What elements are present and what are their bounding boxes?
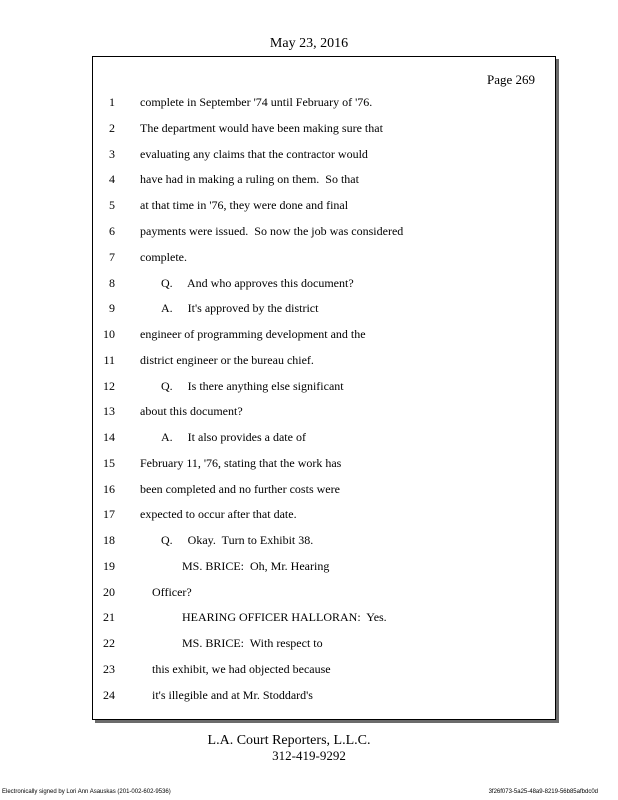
line-number: 23 [103, 662, 115, 676]
page-number: Page 269 [486, 72, 535, 87]
transcript-line: district engineer or the bureau chief. [140, 353, 314, 367]
transcript-line: about this document? [140, 404, 243, 418]
line-number: 21 [103, 610, 115, 624]
court-reporter-name: L.A. Court Reporters, L.L.C. [207, 733, 371, 748]
line-number: 7 [109, 250, 115, 264]
transcript-line: MS. BRICE: Oh, Mr. Hearing [182, 559, 330, 573]
transcript-line: Q. And who approves this document? [161, 276, 354, 290]
line-number: 12 [103, 379, 115, 393]
e-signature-note: Electronically signed by Lori Ann Asauskas (201-002-602-9536) [2, 789, 171, 795]
transcript-line: have had in making a ruling on them. So that [140, 172, 359, 186]
document-id: 3f26f073-5a25-48a9-8219-56b85afbdc0d [488, 789, 598, 795]
transcript-line: HEARING OFFICER HALLORAN: Yes. [182, 610, 387, 624]
line-number: 2 [109, 121, 115, 135]
line-number: 9 [109, 301, 115, 315]
transcript-line: payments were issued. So now the job was considered [140, 224, 404, 238]
line-number: 24 [103, 688, 115, 702]
line-number: 1 [109, 95, 115, 109]
line-number: 5 [109, 198, 115, 212]
transcript-line: A. It also provides a date of [161, 430, 306, 444]
transcript-line: been completed and no further costs were [140, 482, 340, 496]
line-number: 16 [103, 482, 115, 496]
line-number: 20 [103, 585, 115, 599]
transcript-line: Q. Okay. Turn to Exhibit 38. [161, 533, 314, 547]
line-number: 22 [103, 636, 115, 650]
header-date: May 23, 2016 [269, 36, 349, 51]
transcript-line: complete. [140, 250, 187, 264]
line-number: 6 [109, 224, 115, 238]
transcript-line: engineer of programming development and the [140, 327, 366, 341]
transcript-line: Q. Is there anything else significant [161, 379, 344, 393]
transcript-line: evaluating any claims that the contractor would [140, 147, 368, 161]
transcript-line: A. It's approved by the district [161, 301, 319, 315]
line-number: 3 [109, 147, 115, 161]
line-number: 19 [103, 559, 115, 573]
transcript-line: February 11, '76, stating that the work has [140, 456, 342, 470]
transcript-line: expected to occur after that date. [140, 507, 297, 521]
transcript-line: complete in September '74 until February of '76. [140, 95, 373, 109]
court-reporter-phone: 312-419-9292 [272, 748, 346, 763]
line-number: 13 [103, 404, 115, 418]
line-number: 17 [103, 507, 115, 521]
transcript-line: it's illegible and at Mr. Stoddard's [152, 688, 313, 702]
transcript-line: MS. BRICE: With respect to [182, 636, 323, 650]
transcript-line: at that time in '76, they were done and final [140, 198, 349, 212]
line-number: 4 [109, 172, 115, 186]
line-number: 15 [103, 456, 115, 470]
transcript-line: The department would have been making sure that [140, 121, 383, 135]
line-number: 18 [103, 533, 115, 547]
transcript-page [92, 56, 556, 720]
transcript-line: this exhibit, we had objected because [152, 662, 331, 676]
line-number: 11 [103, 353, 115, 367]
line-number: 8 [109, 276, 115, 290]
line-number: 10 [103, 327, 115, 341]
transcript-line: Officer? [152, 585, 192, 599]
line-number: 14 [103, 430, 115, 444]
